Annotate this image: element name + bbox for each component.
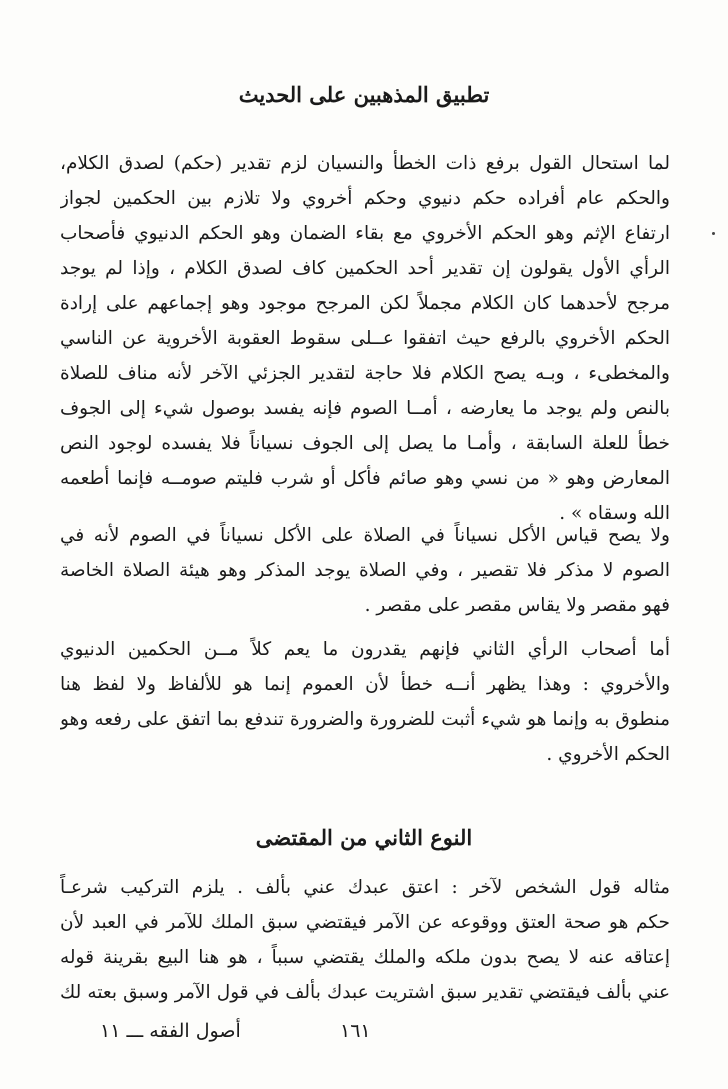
scan-speck [712,232,715,235]
text-line: الحكم الأخروي بالرفع حيث اتفقوا عــلى سقوط العقوبة الأخروية عن الناسي [60,328,670,349]
text-line: لما استحال القول برفع ذات الخطأ والنسيان لزم تقدير (حكم) لصدق الكلام، [60,153,670,174]
paragraph-2 [60,518,670,623]
text-line: والأخروي : وهذا يظهر أنــه خطأ لأن العموم إنما هو للألفاظ ولا لفظ هنا [60,674,670,695]
text-line: الرأي الأول يقولون إن تقدير أحد الحكمين كاف لصدق الكلام ، وإذا لم يوجد [60,258,670,279]
text-line: ارتفاع الإثم وهو الحكم الأخروي مع بقاء الضمان وهو الحكم الدنيوي فأصحاب [60,223,670,244]
text-line: والحكم عام أفراده حكم دنيوي وحكم أخروي ولا تلازم بين الحكمين لجواز [60,188,670,209]
text-line: الله وسقاه » . [559,503,670,524]
text-line: المعارض وهو « من نسي وهو صائم فأكل أو شرب فليتم صومــه فإنما أطعمه [60,468,670,489]
page-title: تطبيق المذهبين على الحديث [238,82,490,107]
text-line: الصوم لا مذكر فلا تقصير ، وفي الصلاة يوجد المذكر وهو هيئة الصلاة الخاصة [60,560,670,581]
text-line: الحكم الأخروي . [546,744,670,765]
paragraph-4 [60,870,670,1010]
book-title: أصول الفقه ـــ ١١ [100,1020,241,1042]
text-line: فهو مقصر ولا يقاس مقصر على مقصر . [364,595,670,616]
text-line: إعتاقه عنه لا يصح بدون ملكه والملك يقتضي سبباً ، هو هنا البيع بقرينة قوله [60,947,670,968]
text-line: أما أصحاب الرأي الثاني فإنهم يقدرون ما يعم كلاً مــن الحكمين الدنيوي [60,639,670,660]
text-line: منطوق به وإنما هو شيء أثبت للضرورة والضرورة تندفع بما اتفق على رفعه وهو [60,709,670,730]
text-line: عني بألف فيقتضي تقدير سبق اشتريت عبدك بألف في قول الآمر وسبق بعته لك [60,982,670,1003]
page-number: ١٦١ [340,1020,371,1042]
text-line: ولا يصح قياس الأكل نسياناً في الصلاة على الأكل نسياناً في الصوم لأنه في [60,525,670,546]
text-line: بالنص ولم يوجد ما يعارضه ، أمــا الصوم فإنه يفسد بوصول شيء إلى الجوف [60,398,670,419]
text-line: خطأ للعلة السابقة ، وأمـا ما يصل إلى الجوف نسياناً فلا يفسده لوجود النص [60,433,670,454]
text-line: مثاله قول الشخص لآخر : اعتق عبدك عني بألف . يلزم التركيب شرعـاً [60,877,670,898]
text-line: حكم هو صحة العتق ووقوعه عن الآمر فيقتضي سبق الملك للآمر في العبد لأن [60,912,670,933]
section-heading: النوع الثاني من المقتضى [255,825,473,850]
paragraph-3 [60,632,670,772]
text-line: مرجح لأحدهما كان الكلام مجملاً لكن المرجح موجود وهو إجماعهم على إرادة [60,293,670,314]
paragraph-1 [60,146,670,531]
text-line: والمخطىء ، وبـه يصح الكلام فلا حاجة لتقدير الجزئي الآخر لأنه مناف للصلاة [60,363,670,384]
